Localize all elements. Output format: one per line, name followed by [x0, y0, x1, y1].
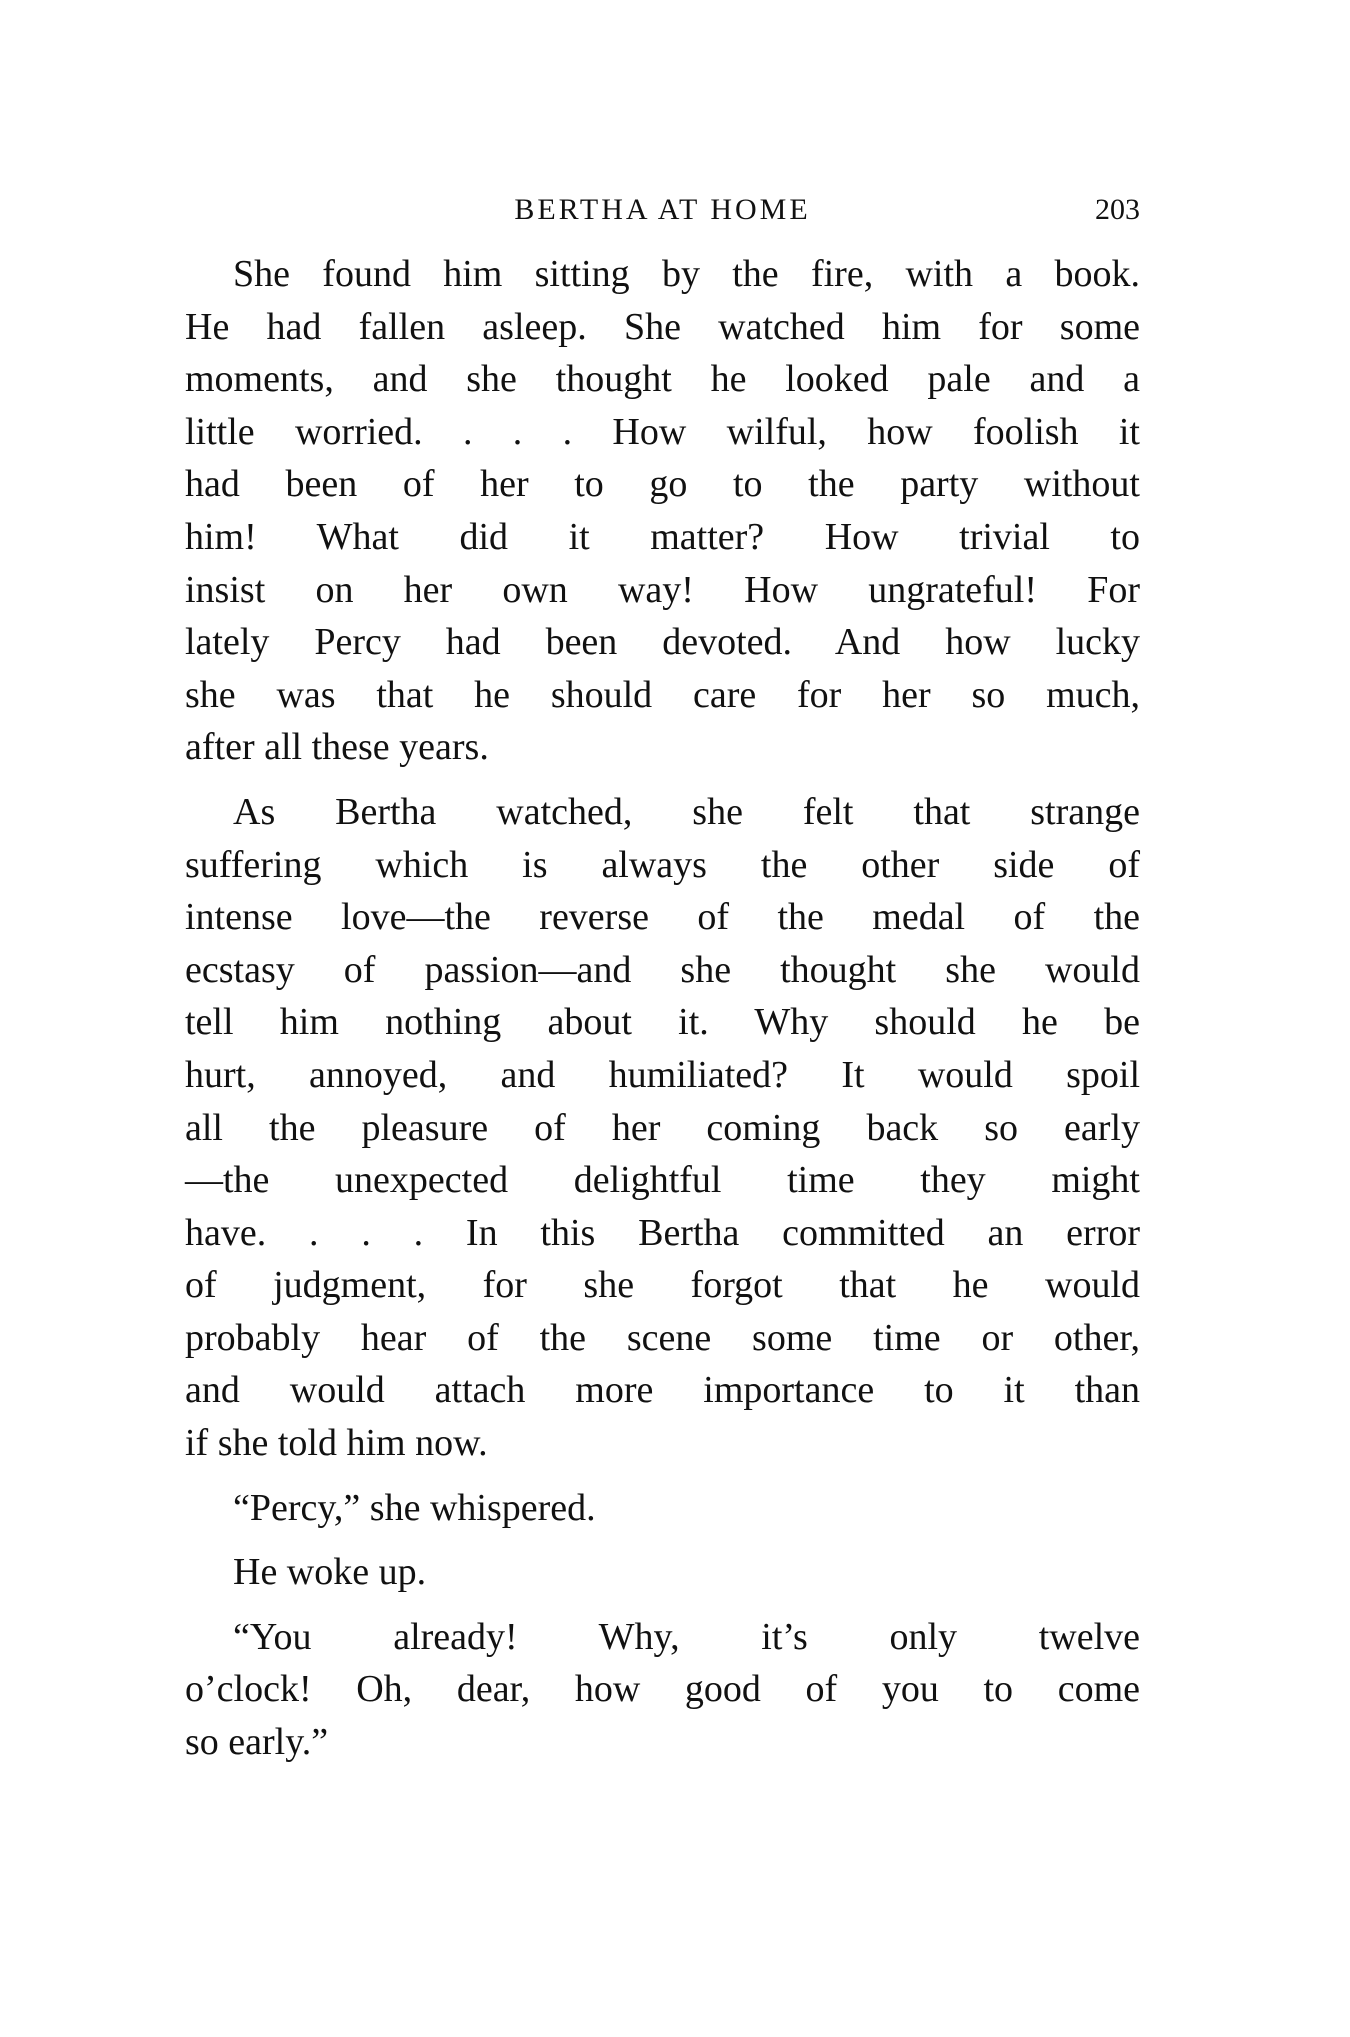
text-line: As Bertha watched, she felt that strange — [233, 790, 1140, 833]
text-line: tell him nothing about it. Why should he be — [185, 1001, 1140, 1044]
text-line: “Percy,” she whispered. — [233, 1486, 596, 1529]
paragraph-gap — [185, 1534, 1140, 1546]
text-line: lately Percy had been devoted. And how lucky — [185, 621, 1140, 664]
paragraph-gap — [185, 1470, 1140, 1482]
text-line: him! What did it matter? How trivial to — [185, 515, 1140, 558]
text-line: if she told him now. — [185, 1422, 488, 1465]
text-line: and would attach more importance to it than — [185, 1369, 1140, 1412]
text-line: —the unexpected delightful time they might — [185, 1159, 1140, 1202]
text-line: had been of her to go to the party without — [185, 463, 1140, 506]
text-line: so early.” — [185, 1721, 329, 1764]
text-line: ecstasy of passion—and she thought she would — [185, 948, 1140, 991]
body-text — [185, 248, 1140, 1769]
text-line: intense love—the reverse of the medal of the — [185, 896, 1140, 939]
text-line: He had fallen asleep. She watched him for some — [185, 305, 1140, 348]
text-line: o’clock! Oh, dear, how good of you to come — [185, 1668, 1140, 1711]
running-title: BERTHA AT HOME — [514, 193, 811, 226]
page-number: 203 — [1095, 193, 1140, 226]
text-line: She found him sitting by the fire, with a book. — [233, 253, 1140, 295]
text-line: she was that he should care for her so much, — [185, 673, 1140, 716]
text-line: insist on her own way! How ungrateful! For — [185, 568, 1140, 611]
text-line: “You already! Why, it’s only twelve — [233, 1615, 1140, 1658]
text-line: little worried. . . . How wilful, how foolish it — [185, 410, 1140, 453]
text-line: probably hear of the scene some time or other, — [185, 1316, 1140, 1359]
text-line: hurt, annoyed, and humiliated? It would spoil — [185, 1053, 1140, 1096]
paragraph-gap — [185, 774, 1140, 786]
text-line: have. . . . In this Bertha committed an error — [185, 1211, 1140, 1254]
text-line: after all these years. — [185, 726, 489, 769]
text-line: He woke up. — [233, 1551, 427, 1594]
text-line: moments, and she thought he looked pale and a — [185, 358, 1140, 401]
text-line: suffering which is always the other side of — [185, 843, 1140, 886]
text-line: of judgment, for she forgot that he would — [185, 1264, 1140, 1307]
running-head — [185, 190, 1140, 230]
text-line: all the pleasure of her coming back so early — [185, 1106, 1140, 1149]
paragraph-gap — [185, 1599, 1140, 1611]
